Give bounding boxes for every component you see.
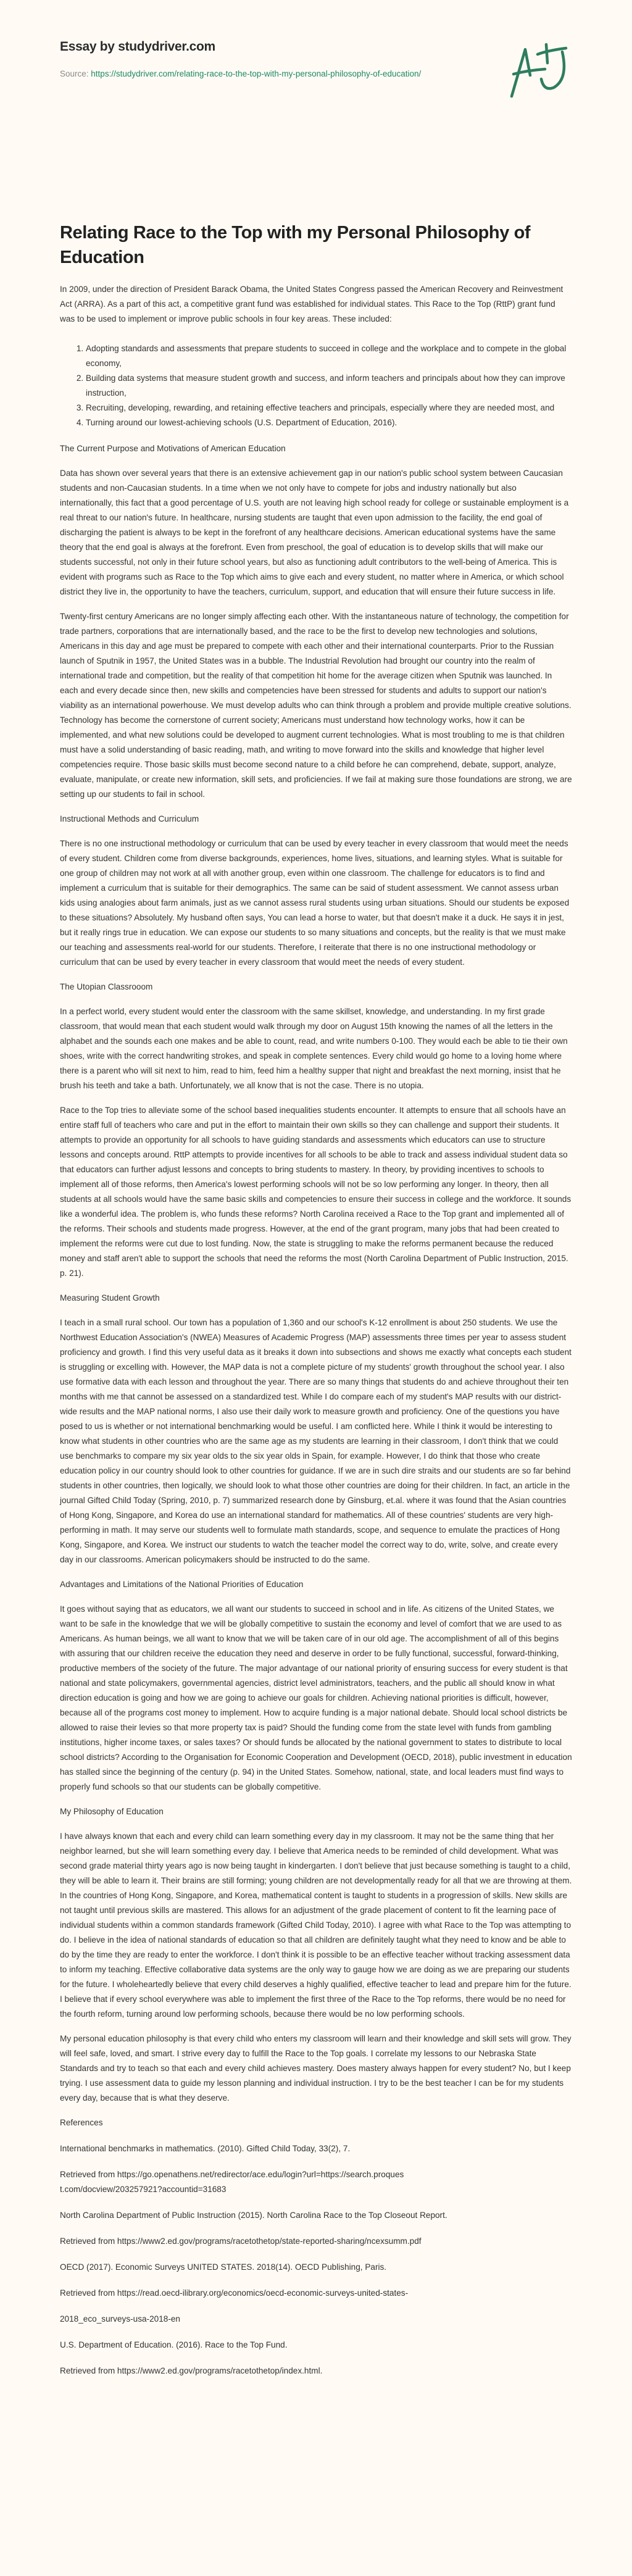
list-item: 4. Turning around our lowest-achieving schools (U.S. Department of Education, 2016). bbox=[86, 415, 572, 430]
source-line bbox=[60, 67, 455, 81]
paragraph: Race to the Top tries to alleviate some of the school based inequalities students encounter. It attempts to ensure that all schools have an entire staff full of teachers who care and put in the effort to maintain their own skills so they can challenge and support their students. It attempts to provide an opportunity for all schools to have guiding standards and assessments which educators can use to structure lessons and concepts around. RttP attempts to provide incentives for all schools to be able to track and assess individual student data so that educators can further adjust lessons and concepts to bring students to mastery. In theory, by providing incentives to schools to implement all of those reforms, then America's lowest performing schools will not be so low performing any longer. In theory, then all students at all schools would have the same basic skills and competencies to ensure their success in college and the workforce. It sounds like a wonderful idea. The problem is, who funds these reforms? North Carolina received a Race to the Top grant and implemented all of the reforms. Their schools and students made progress. However, at the end of the grant program, many jobs that had been created to implement the reforms were cut due to lost funding. Now, the state is struggling to make the reforms permanent because the reduced money and staff aren't able to support the schools that need the reforms the most (North Carolina Department of Public Instruction, 2015. p. 21). bbox=[60, 1106, 572, 1278]
section-heading: Advantages and Limitations of the National Priorities of Education bbox=[60, 1580, 304, 1589]
section-heading: The Current Purpose and Motivations of American Education bbox=[60, 444, 286, 453]
paragraph: I teach in a small rural school. Our town has a population of 1,360 and our school's K-12 enrollment is about 250 students. We use the Northwest Education Association's (NWEA) Measures of Academic Progress (MAP) assessments three times per year to assess student proficiency and growth. I find this very useful data as it breaks it down into subsections and shows me exactly what concepts each student is struggling or excelling with. However, the MAP data is not a complete picture of my students' growth throughout the school year. I also use formative data with each lesson and throughout the year. There are so many things that students do and achieve throughout their ten months with me that cannot be assessed on a standardized test. While I do compare each of my student's MAP results with our district-wide results and the MAP national norms, I also use their daily work to measure growth and proficiency. One of the questions you have posed to us is whether or not international benchmarking would be useful. I am conflicted here. While I think it would be interesting to know what students in other countries who are the same age as my students are learning in their classroom, I don't think that we could use benchmarks to compare my six year olds to the six year olds in Spain, for example. However, I do think that those who create education policy in our country should look to other countries for guidance. If we are in such dire straits and our students are so far behind students in other countries, then logically, we should look to what those other countries are doing for their children. In fact, an article in the journal Gifted Child Today (Spring, 2010, p. 7) summarized research done by Ginsburg, et.al. where it was found that the Asian countries of Hong Kong, Singapore, and Korea do use an international standard for mathematics. All of these countries' students are very high-performing in math. It may serve our students well to formulate math standards, scope, and sequence to emulate the practices of Hong Kong, Singapore, and Korea. We instruct our students to watch the teacher model the correct way to do, write, solve, and create every day in our classrooms. American policymakers should be instructed to do the same. bbox=[60, 1318, 572, 1564]
section-heading: Instructional Methods and Curriculum bbox=[60, 814, 199, 823]
reference-item: International benchmarks in mathematics. (2010). Gifted Child Today, 33(2), 7. bbox=[60, 2144, 351, 2153]
list-item: 1. Adopting standards and assessments that prepare students to succeed in college and the workplace and to compete in the global economy, bbox=[86, 341, 572, 371]
reference-item: Retrieved from https://read.oecd-ilibrary.org/economics/oecd-economic-surveys-united-states- bbox=[60, 2288, 409, 2298]
list-item: 3. Recruiting, developing, rewarding, and retaining effective teachers and principals, especially where they are needed most, and bbox=[86, 401, 572, 415]
source-label: Source: bbox=[60, 69, 89, 78]
reference-item: Retrieved from https://go.openathens.net/redirector/ace.edu/login?url=https://search.proquest.com/docview/203257921?accountid=31683 bbox=[60, 2170, 404, 2194]
paragraph: In a perfect world, every student would enter the classroom with the same skillset, knowledge, and understanding. In my first grade classroom, that would mean that each student would walk through my door on August 15th knowing the names of all the letters in the alphabet and the sounds each one makes and be able to count, read, and write numbers 0-100. They would each be able to tie their own shoes, write with the correct handwriting strokes, and speak in complete sentences. Every child would go home to a loving home where there is a parent who will sit next to him, read to him, feed him a healthy supper that night and breakfast the next morning, insist that he brush his teeth and take a bath. Unfortunately, we all know that is not the case. There is no utopia. bbox=[60, 1007, 568, 1090]
paragraph: I have always known that each and every child can learn something every day in my classroom. It may not be the same thing that her neighbor learned, but she will learn something every day. I believe that America needs to be reminded of child development. What was second grade material thirty years ago is now being taught in kindergarten. I don't believe that just because something is taught to a child, they will be able to learn it. Their brains are still forming; young children are not developmentally ready for all that we are throwing at them. In the countries of Hong Kong, Singapore, and Korea, mathematical content is taught to students in a progression of skills. New skills are not taught until previous skills are mastered. This allows for an adjustment of the grade placement of content to fit the learning pace of individual students within a common standards framework (Gifted Child Today, 2010). I agree with what Race to the Top was attempting to do. I believe in the idea of national standards of education so that all children are definitely taught what they need to know and be able to do by the time they are ready to enter the workforce. I don't think it is possible to be an effective teacher without tracking assessment data to inform my teaching. Effective collaborative data systems are the only way to gauge how we are doing as we are preparing our students for the future. I wholeheartedly believe that every child deserves a highly qualified, effective teacher to lead and prepare him for the future. I believe that if every school everywhere was able to implement the first three of the Race to the Top reforms, there would be no need for the fourth reform, turning around low performing schools, because there would be no low performing schools. bbox=[60, 1832, 572, 2019]
paragraph: My personal education philosophy is that every child who enters my classroom will learn and their knowledge and skill sets will grow. They will feel safe, loved, and smart. I strive every day to fulfill the Race to the Top goals. I correlate my lessons to our Nebraska State Standards and try to teach so that each and every child achieves mastery. Does mastery always happen for every student? No, but I keep trying. I use assessment data to guide my lesson planning and individual instruction. I try to be the best teacher I can be for my students every day, because that is what they deserve. bbox=[60, 2034, 572, 2103]
source-link[interactable]: https://studydriver.com/relating-race-to-the-top-with-my-personal-philosophy-of-education/ bbox=[91, 69, 422, 78]
essay-body bbox=[60, 282, 572, 2378]
reference-item: Retrieved from https://www2.ed.gov/programs/racetothetop/state-reported-sharing/ncexsumm.pdf bbox=[60, 2236, 422, 2246]
section-heading: My Philosophy of Education bbox=[60, 1807, 164, 1816]
site-brand: Essay by studydriver.com bbox=[60, 40, 215, 54]
paragraph: It goes without saying that as educators, we all want our students to succeed in school and in life. As citizens of the United States, we want to be safe in the knowledge that we will be globally competitive to sustain the economy and level of comfort that we are used to as Americans. As human beings, we all want to know that we will be taken care of in our old age. The accomplishment of all of this begins with assuring that our children receive the education they need and deserve in order to be fully functional, successful, forward-thinking, productive members of the society of the future. The major advantage of our national priority of ensuring success for every student is that national and state policymakers, governmental agencies, district level administrators, teachers, and the public all should know in what direction education is going and how we are going to achieve our goals for children. Achieving national priorities is difficult, however, because all of the programs cost money to implement. How to acquire funding is a major national debate. Should local school districts be allowed to raise their levies so that more property tax is paid? Should the funding come from the state level with funds from gambling institutions, higher income taxes, or sales taxes? Or should funds be allocated by the national government to states to distribute to local school districts? According to the Organisation for Economic Cooperation and Development (OECD, 2018), public investment in education has stalled since the beginning of the century (p. 94) in the United States. Somehow, national, state, and local leaders must find ways to properly fund schools so that our students can be globally competitive. bbox=[60, 1604, 572, 1791]
reference-item: U.S. Department of Education. (2016). Race to the Top Fund. bbox=[60, 2340, 288, 2349]
rttp-areas-list bbox=[60, 341, 572, 430]
paragraph: There is no one instructional methodology or curriculum that can be used by every teacher in every classroom that would meet the needs of every student. Children come from diverse backgrounds, experiences, home lives, situations, and learning styles. What is suitable for one group of children may not work at all with another group, even within one classroom. The challenge for educators is to find and implement a curriculum that is suitable for their demographics. The same can be said of student assessment. We cannot assess urban kids using analogies about farm animals, just as we cannot assess rural students using urban situations. Should our students be exposed to these situations? Absolutely. My husband often says, You can lead a horse to water, but that doesn't make it a duck. He says it in jest, but it really rings true in education. We can expose our students to so many situations and concepts, but the reality is that we must make our teaching and assessments real-world for our students. Therefore, I reiterate that there is no one instructional methodology or curriculum that can be used by every teacher in every classroom that would meet the needs of every student. bbox=[60, 839, 570, 967]
reference-item: OECD (2017). Economic Surveys UNITED STATES. 2018(14). OECD Publishing, Paris. bbox=[60, 2262, 387, 2272]
section-heading: The Utopian Classrooom bbox=[60, 982, 153, 991]
paragraph: Twenty-first century Americans are no longer simply affecting each other. With the instantaneous nature of technology, the competition for trade partners, corporations that are internationally based, and the race to be the first to develop new technologies and solutions, Americans in this day and age must be prepared to compete with each other and their international counterparts. Prior to the Russian launch of Sputnik in 1957, the United States was in a bubble. The Industrial Revolution had brought our country into the realm of international trade and competition, but the reality of that competition hit home for the average citizen when Sputnik was launched. In each and every decade since then, new skills and competencies have been stressed for students and adults to support our nation's viability as an international powerhouse. We must develop adults who can think through a problem and provide multiple creative solutions. Technology has become the cornerstone of current society; Americans must understand how technology works, how it can be implemented, and what new solutions could be developed to augment current technologies. What is most troubling to me is that children must have a solid understanding of basic reading, math, and writing to move forward into the skills and knowledge that higher level competencies require. Those basic skills must become second nature to a child before he can comprehend, debate, support, analyze, evaluate, manipulate, or create new information, skill sets, and proficiencies. If we fail at making sure those foundations are strong, we are setting up our students to fail in school. bbox=[60, 612, 572, 799]
reference-item: 2018_eco_surveys-usa-2018-en bbox=[60, 2314, 180, 2324]
references bbox=[60, 2115, 572, 2378]
paragraph: Data has shown over several years that there is an extensive achievement gap in our nation's public school system between Caucasian students and non-Caucasian students. In a time when we not only have to compete for jobs and industry nationally but also internationally, this fact that a good percentage of U.S. youth are not leaving high school ready for college or sustainable employment is a real threat to our nation's future. In healthcare, nursing students are taught that even upon admission to the facility, the end goal of discharging the patient is always to be kept in the forefront of any healthcare decisions. American educational systems have the same theory that the end goal is always at the forefront. Even from preschool, the goal of education is to develop skills that will make our students successful, not only in their future school years, but also as functioning adult contributors to the well-being of America. This is evident with programs such as Race to the Top which aims to give each and every student, no matter where in America, or which school district they live in, the opportunity to have the teachers, curriculum, support, and education that will ensure their future success in life. bbox=[60, 469, 569, 596]
intro-paragraph: In 2009, under the direction of President Barack Obama, the United States Congress passed the American Recovery and Reinvestment Act (ARRA). As a part of this act, a competitive grant fund was established for individual states. This Race to the Top (RttP) grant fund was to be used to implement or improve public schools in four key areas. These included: bbox=[60, 285, 563, 323]
reference-item: North Carolina Department of Public Instruction (2015). North Carolina Race to the Top Closeout Report. bbox=[60, 2211, 447, 2220]
reference-item: Retrieved from https://www2.ed.gov/programs/racetothetop/index.html. bbox=[60, 2366, 323, 2375]
section-heading: Measuring Student Growth bbox=[60, 1293, 160, 1303]
list-item: 2. Building data systems that measure student growth and success, and inform teachers and principals about how they can improve instruction, bbox=[86, 371, 572, 401]
essay-title: Relating Race to the Top with my Personal Philosophy of Education bbox=[60, 223, 531, 267]
references-heading: References bbox=[60, 2118, 103, 2127]
a-plus-logo-icon bbox=[509, 42, 571, 101]
